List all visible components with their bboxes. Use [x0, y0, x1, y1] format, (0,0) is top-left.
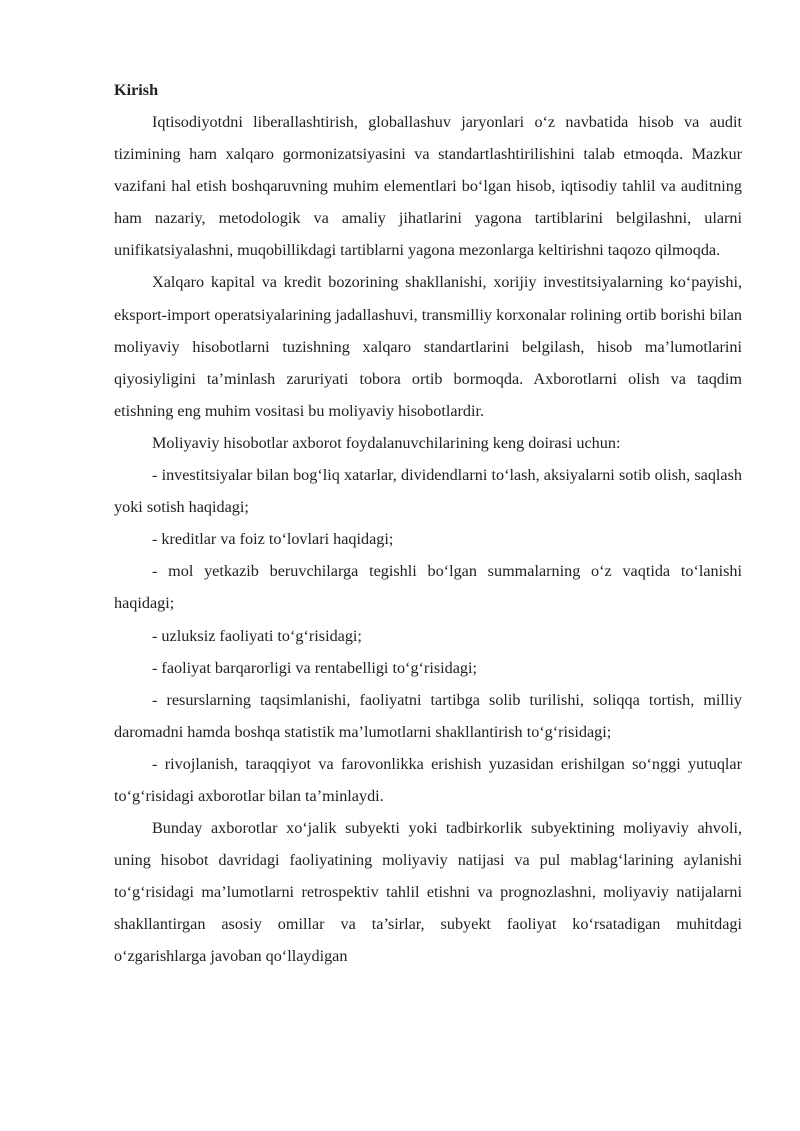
list-item-investments: - investitsiyalar bilan bog‘liq xatarlar, dividendlarni to‘lash, aksiyalarni sotib olish, saqlash yoki sotish haqidagi;	[114, 466, 742, 517]
document-page	[114, 74, 742, 973]
paragraph-capital-market: Xalqaro kapital va kredit bozorining shakllanishi, xorijiy investitsiyalarning ko‘payishi, eksport-import operatsiyalarining jadallashuvi, transmilliy korxonalar rolining ortib borishi bilan moliyaviy hisobotlarni tuzishning xalqaro standartlarini belgilash, hisob ma’lumotlarini qiyosiyligini ta’minlash zaruriyati tobora ortib bormoqda. Axborotlarni olish va taqdim etishning eng muhim vositasi bu moliyaviy hisobotlardir.	[114, 273, 742, 420]
list-item-suppliers: - mol yetkazib beruvchilarga tegishli bo‘lgan summalarning o‘z vaqtida to‘lanishi haqidagi;	[114, 562, 742, 613]
list-item-development: - rivojlanish, taraqqiyot va farovonlikka erishish yuzasidan erishilgan so‘nggi yutuqlar to‘g‘risidagi axborotlar bilan ta’minlaydi.	[114, 754, 742, 805]
paragraph-users-intro: Moliyaviy hisobotlar axborot foydalanuvchilarining keng doirasi uchun:	[152, 433, 621, 452]
section-heading: Kirish	[114, 81, 159, 99]
paragraph-intro: Iqtisodiyotdni liberallashtirish, globallashuv jaryonlari o‘z navbatida hisob va audit tizimining ham xalqaro gormonizatsiyasini va standartlashtirilishini talab etmoqda. Mazkur vazifani hal etish boshqaruvning muhim elementlari bo‘lgan hisob, iqtisodiy tahlil va auditning ham nazariy, metodologik va amaliy jihatlarini yagona tartiblarini belgilashni, ularni unifikatsiyalashni, muqobillikdagi tartiblarni yagona mezonlarga keltirishni taqozo qilmoqda.	[114, 113, 742, 260]
list-item-continuity: - uzluksiz faoliyati to‘g‘risidagi;	[152, 626, 362, 645]
paragraph-information: Bunday axborotlar xo‘jalik subyekti yoki tadbirkorlik subyektining moliyaviy ahvoli, uning hisobot davridagi faoliyatining moliyaviy natijasi va pul mablag‘larining aylanishi to‘g‘risidagi ma’lumotlarni retrospektiv tahlil etishni va prognozlashni, moliyaviy natijalarni shakllantirgan asosiy omillar va ta’sirlar, subyekt faoliyat ko‘rsatadigan muhitdagi o‘zgarishlarga javoban qo‘llaydigan	[114, 819, 742, 966]
list-item-stability: - faoliyat barqarorligi va rentabelligi to‘g‘risidagi;	[152, 658, 477, 677]
list-item-resources: - resurslarning taqsimlanishi, faoliyatni tartibga solib turilishi, soliqqa tortish, milliy daromadni hamda boshqa statistik ma’lumotlarni shakllantirish to‘g‘risidagi;	[114, 690, 742, 741]
list-item-credits: - kreditlar va foiz to‘lovlari haqidagi;	[152, 530, 394, 549]
